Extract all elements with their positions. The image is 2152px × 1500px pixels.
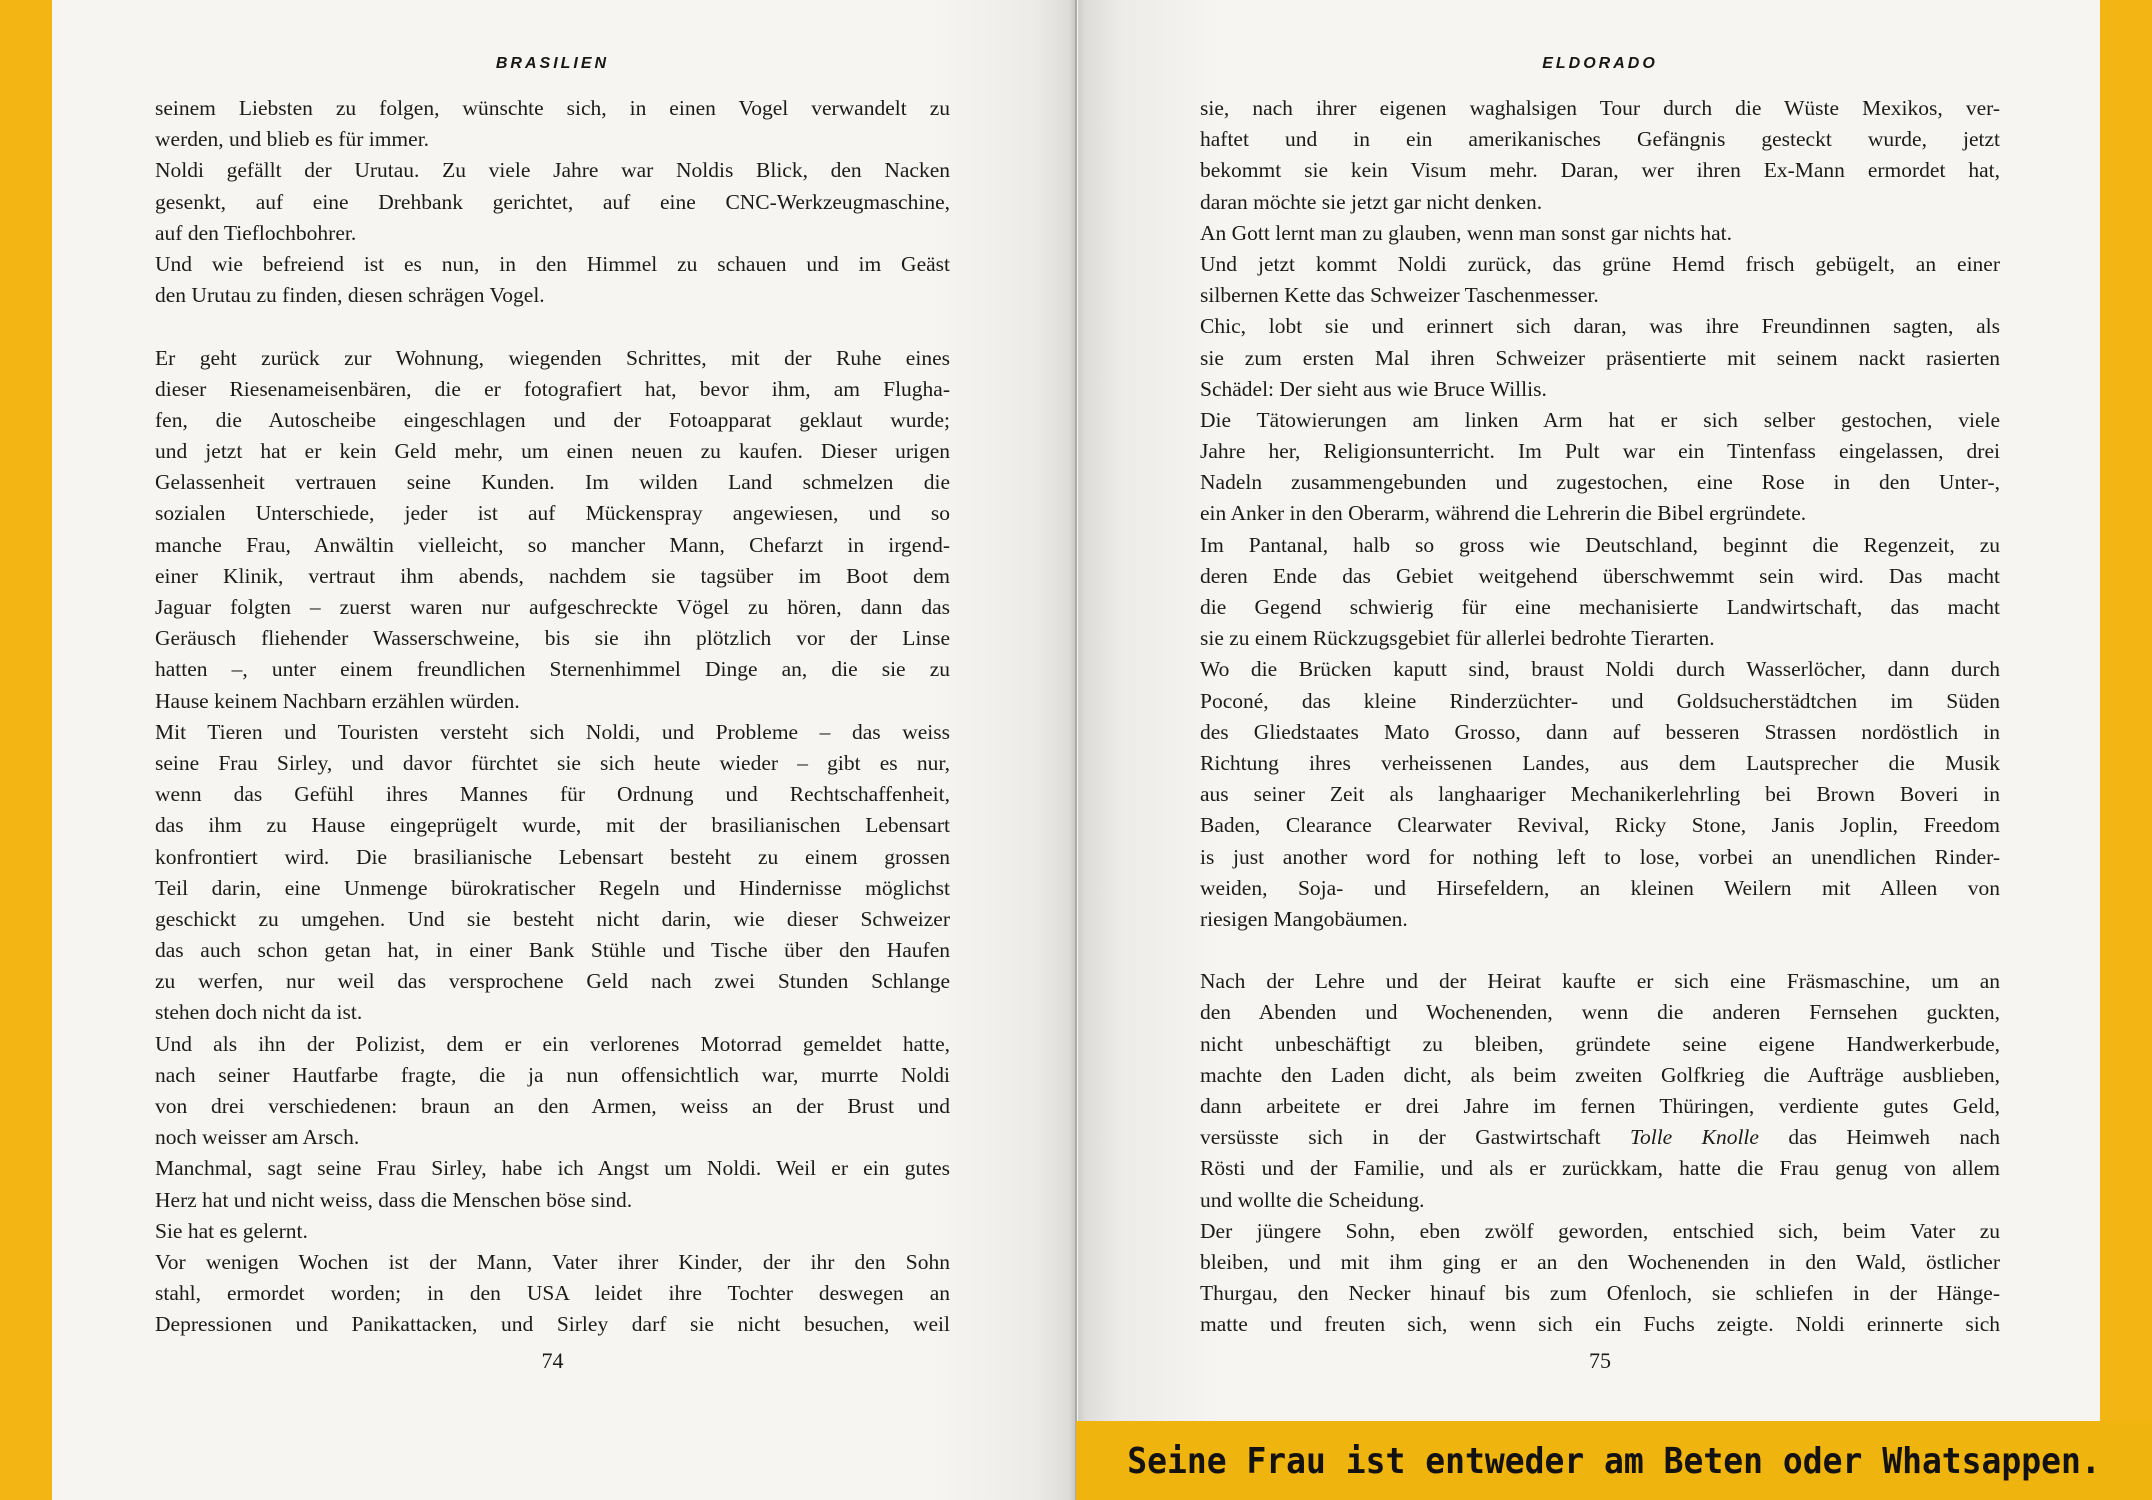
banner-caption: Seine Frau ist entweder am Beten oder Whatsappen.	[1127, 1439, 2101, 1482]
running-header-left: BRASILIEN	[495, 55, 610, 72]
text-line: Vor wenigen Wochen ist der Mann, Vater ihrer Kinder, der ihr den Sohn	[155, 1249, 950, 1274]
right-page	[1078, 0, 2100, 1500]
left-cover-edge	[0, 0, 52, 1500]
paragraph-spacer	[155, 311, 950, 342]
right-page-text	[1200, 93, 2000, 1341]
text-line: Nach der Lehre und der Heirat kaufte er sich eine Fräsmaschine, um an	[1200, 969, 2000, 994]
text-line: Sie hat es gelernt.	[155, 1218, 308, 1243]
text-line: werden, und blieb es für immer.	[155, 127, 430, 152]
text-line: Chic, lobt sie und erinnert sich daran, was ihre Freundinnen sagten, als	[1200, 314, 2000, 339]
paragraph-spacer	[1200, 935, 2000, 966]
page-gutter	[1075, 0, 1077, 1500]
text-line: Gelassenheit vertrauen seine Kunden. Im wilden Land schmelzen die	[155, 470, 950, 495]
text-line: Poconé, das kleine Rinderzüchter- und Goldsucherstädtchen im Süden	[1200, 688, 2000, 713]
text-line: das ihm zu Hause eingeprügelt wurde, mit der brasilianischen Lebensart	[155, 813, 950, 838]
text-line: daran möchte sie jetzt gar nicht denken.	[1200, 189, 1543, 214]
text-line: Und jetzt kommt Noldi zurück, das grüne Hemd frisch gebügelt, an einer	[1200, 251, 2000, 276]
text-line: Depressionen und Panikattacken, und Sirley darf sie nicht besuchen, weil	[155, 1312, 950, 1337]
text-line: Baden, Clearance Clearwater Revival, Ricky Stone, Janis Joplin, Freedom	[1200, 813, 2000, 838]
text-line: dann arbeitete er drei Jahre im fernen Thüringen, verdiente gutes Geld,	[1200, 1094, 2000, 1118]
text-line: sie, nach ihrer eigenen waghalsigen Tour durch die Wüste Mexikos, ver-	[1200, 96, 2000, 120]
text-line: den Abenden und Wochenenden, wenn die anderen Fernsehen guckten,	[1200, 1000, 2000, 1025]
running-header-right: ELDORADO	[1542, 55, 1658, 72]
text-line: Der jüngere Sohn, eben zwölf geworden, entschied sich, beim Vater zu	[1200, 1218, 2000, 1243]
text-line: Herz hat und nicht weiss, dass die Menschen böse sind.	[155, 1187, 633, 1212]
text-line: bekommt sie kein Visum mehr. Daran, wer ihren Ex-Mann ermordet hat,	[1200, 158, 2000, 183]
right-cover-edge	[2100, 0, 2152, 1500]
text-line: seinem Liebsten zu folgen, wünschte sich, in einen Vogel verwandelt zu	[155, 96, 950, 120]
text-line: Jaguar folgten – zuerst waren nur aufgeschreckte Vögel zu hören, dann das	[155, 595, 950, 619]
text-line: die Gegend schwierig für eine mechanisierte Landwirtschaft, das macht	[1200, 595, 2000, 619]
text-line: konfrontiert wird. Die brasilianische Lebensart besteht zu einem grossen	[155, 844, 950, 869]
text-line: ein Anker in den Oberarm, während die Lehrerin die Bibel ergründete.	[1200, 501, 1807, 526]
text-line: zu werfen, nur weil das versprochene Geld nach zwei Stunden Schlange	[155, 969, 950, 994]
text-line: deren Ende das Gebiet weitgehend überschwemmt sein wird. Das macht	[1200, 563, 2000, 588]
text-line: Wo die Brücken kaputt sind, braust Noldi durch Wasserlöcher, dann durch	[1200, 657, 2000, 682]
text-line: riesigen Mangobäumen.	[1200, 906, 1408, 931]
text-line: noch weisser am Arsch.	[155, 1125, 360, 1150]
text-line: und wollte die Scheidung.	[1200, 1187, 1425, 1212]
text-line: Richtung ihres verheissenen Landes, aus dem Lautsprecher die Musik	[1200, 750, 2000, 775]
text-line: Geräusch fliehender Wasserschweine, bis sie ihn plötzlich vor der Linse	[155, 626, 950, 651]
text-line: und jetzt hat er kein Geld mehr, um einen neuen zu kaufen. Dieser urigen	[155, 439, 950, 464]
text-line: des Gliedstaates Mato Grosso, dann auf besseren Strassen nordöstlich in	[1200, 719, 2000, 744]
text-line: Und wie befreiend ist es nun, in den Himmel zu schauen und im Geäst	[155, 251, 950, 276]
text-line: versüsste sich in der Gastwirtschaft Tolle Knolle das Heimweh nach	[1200, 1125, 2000, 1150]
page-number-right: 75	[1589, 1348, 1611, 1373]
left-page	[52, 0, 1076, 1500]
text-line: sie zu einem Rückzugsgebiet für allerlei bedrohte Tierarten.	[1200, 626, 1715, 651]
text-line: von drei verschiedenen: braun an den Armen, weiss an der Brust und	[155, 1094, 950, 1118]
text-line: Schädel: Der sieht aus wie Bruce Willis.	[1200, 376, 1547, 401]
text-line: das auch schon getan hat, in einer Bank Stühle und Tische über den Haufen	[155, 938, 950, 963]
text-line: Nadeln zusammengebunden und zugestochen, eine Rose in den Unter-,	[1200, 470, 2000, 495]
text-line: haftet und in ein amerikanisches Gefängnis gesteckt wurde, jetzt	[1200, 127, 2000, 152]
page-number-left: 74	[541, 1348, 564, 1373]
text-line: Und als ihn der Polizist, dem er ein verlorenes Motorrad gemeldet hatte,	[155, 1031, 950, 1056]
text-line: Jahre her, Religionsunterricht. Im Pult war ein Tintenfass eingelassen, drei	[1200, 439, 2000, 464]
text-line: Die Tätowierungen am linken Arm hat er sich selber gestochen, viele	[1200, 407, 2000, 432]
text-line: matte und freuten sich, wenn sich ein Fuchs zeigte. Noldi erinnerte sich	[1200, 1312, 2000, 1337]
text-line: Im Pantanal, halb so gross wie Deutschland, beginnt die Regenzeit, zu	[1200, 532, 2000, 557]
text-line: Er geht zurück zur Wohnung, wiegenden Schrittes, mit der Ruhe eines	[155, 345, 950, 370]
text-line: sozialen Unterschiede, jeder ist auf Mückenspray angewiesen, und so	[155, 501, 950, 526]
text-line: dieser Riesenameisenbären, die er fotografiert hat, bevor ihm, am Flugha-	[155, 376, 950, 401]
text-line: machte den Laden dicht, als beim zweiten Golfkrieg die Aufträge ausblieben,	[1200, 1062, 2000, 1087]
text-line: Manchmal, sagt seine Frau Sirley, habe ich Angst um Noldi. Weil er ein gutes	[155, 1156, 950, 1181]
text-line: Mit Tieren und Touristen versteht sich Noldi, und Probleme – das weiss	[155, 719, 950, 744]
text-line: wenn das Gefühl ihres Mannes für Ordnung und Rechtschaffenheit,	[155, 782, 950, 807]
text-line: einer Klinik, vertraut ihm abends, nachdem sie tagsüber im Boot dem	[155, 563, 950, 588]
text-line: manche Frau, Anwältin vielleicht, so mancher Mann, Chefarzt in irgend-	[155, 532, 950, 557]
left-page-text	[155, 93, 950, 1341]
text-line: silbernen Kette das Schweizer Taschenmesser.	[1200, 283, 1599, 308]
text-line: Thurgau, den Necker hinauf bis zum Ofenloch, sie schliefen in der Hänge-	[1200, 1281, 2000, 1306]
text-line: nach seiner Hautfarbe fragte, die ja nun offensichtlich war, murrte Noldi	[155, 1062, 950, 1087]
text-line: Rösti und der Familie, und als er zurückkam, hatte die Frau genug von allem	[1200, 1156, 2000, 1181]
text-line: nicht unbeschäftigt zu bleiben, gründete seine eigene Handwerkerbude,	[1200, 1031, 2000, 1056]
text-line: An Gott lernt man zu glauben, wenn man sonst gar nichts hat.	[1200, 220, 1733, 245]
text-line: Teil darin, eine Unmenge bürokratischer Regeln und Hindernisse möglichst	[155, 875, 950, 900]
text-line: aus seiner Zeit als langhaariger Mechanikerlehrling bei Brown Boveri in	[1200, 782, 2000, 807]
text-line: bleiben, und mit ihm ging er an den Wochenenden in den Wald, östlicher	[1200, 1249, 2000, 1274]
text-line: Noldi gefällt der Urutau. Zu viele Jahre war Noldis Blick, den Nacken	[155, 158, 950, 183]
text-line: hatten –, unter einem freundlichen Sternenhimmel Dinge an, die sie zu	[155, 657, 950, 682]
text-line: Hause keinem Nachbarn erzählen würden.	[155, 688, 520, 713]
text-line: auf den Tieflochbohrer.	[155, 220, 357, 245]
text-line: den Urutau zu finden, diesen schrägen Vogel.	[155, 283, 545, 308]
text-line: seine Frau Sirley, und davor fürchtet sie sich heute wieder – gibt es nur,	[155, 750, 950, 775]
text-line: gesenkt, auf eine Drehbank gerichtet, auf eine CNC-Werkzeugmaschine,	[155, 189, 950, 214]
text-line: geschickt zu umgehen. Und sie besteht nicht darin, wie dieser Schweizer	[155, 906, 950, 931]
text-line: stahl, ermordet worden; in den USA leidet ihre Tochter deswegen an	[155, 1281, 950, 1306]
text-line: is just another word for nothing left to lose, vorbei an unendlichen Rinder-	[1200, 844, 2000, 869]
text-line: weiden, Soja- und Hirsefeldern, an kleinen Weilern mit Alleen von	[1200, 875, 2000, 900]
bottom-banner	[1076, 1421, 2152, 1500]
text-line: stehen doch nicht da ist.	[155, 1000, 363, 1025]
text-line: sie zum ersten Mal ihren Schweizer präsentierte mit seinem nackt rasierten	[1200, 345, 2000, 370]
text-line: fen, die Autoscheibe eingeschlagen und der Fotoapparat geklaut wurde;	[155, 407, 950, 432]
